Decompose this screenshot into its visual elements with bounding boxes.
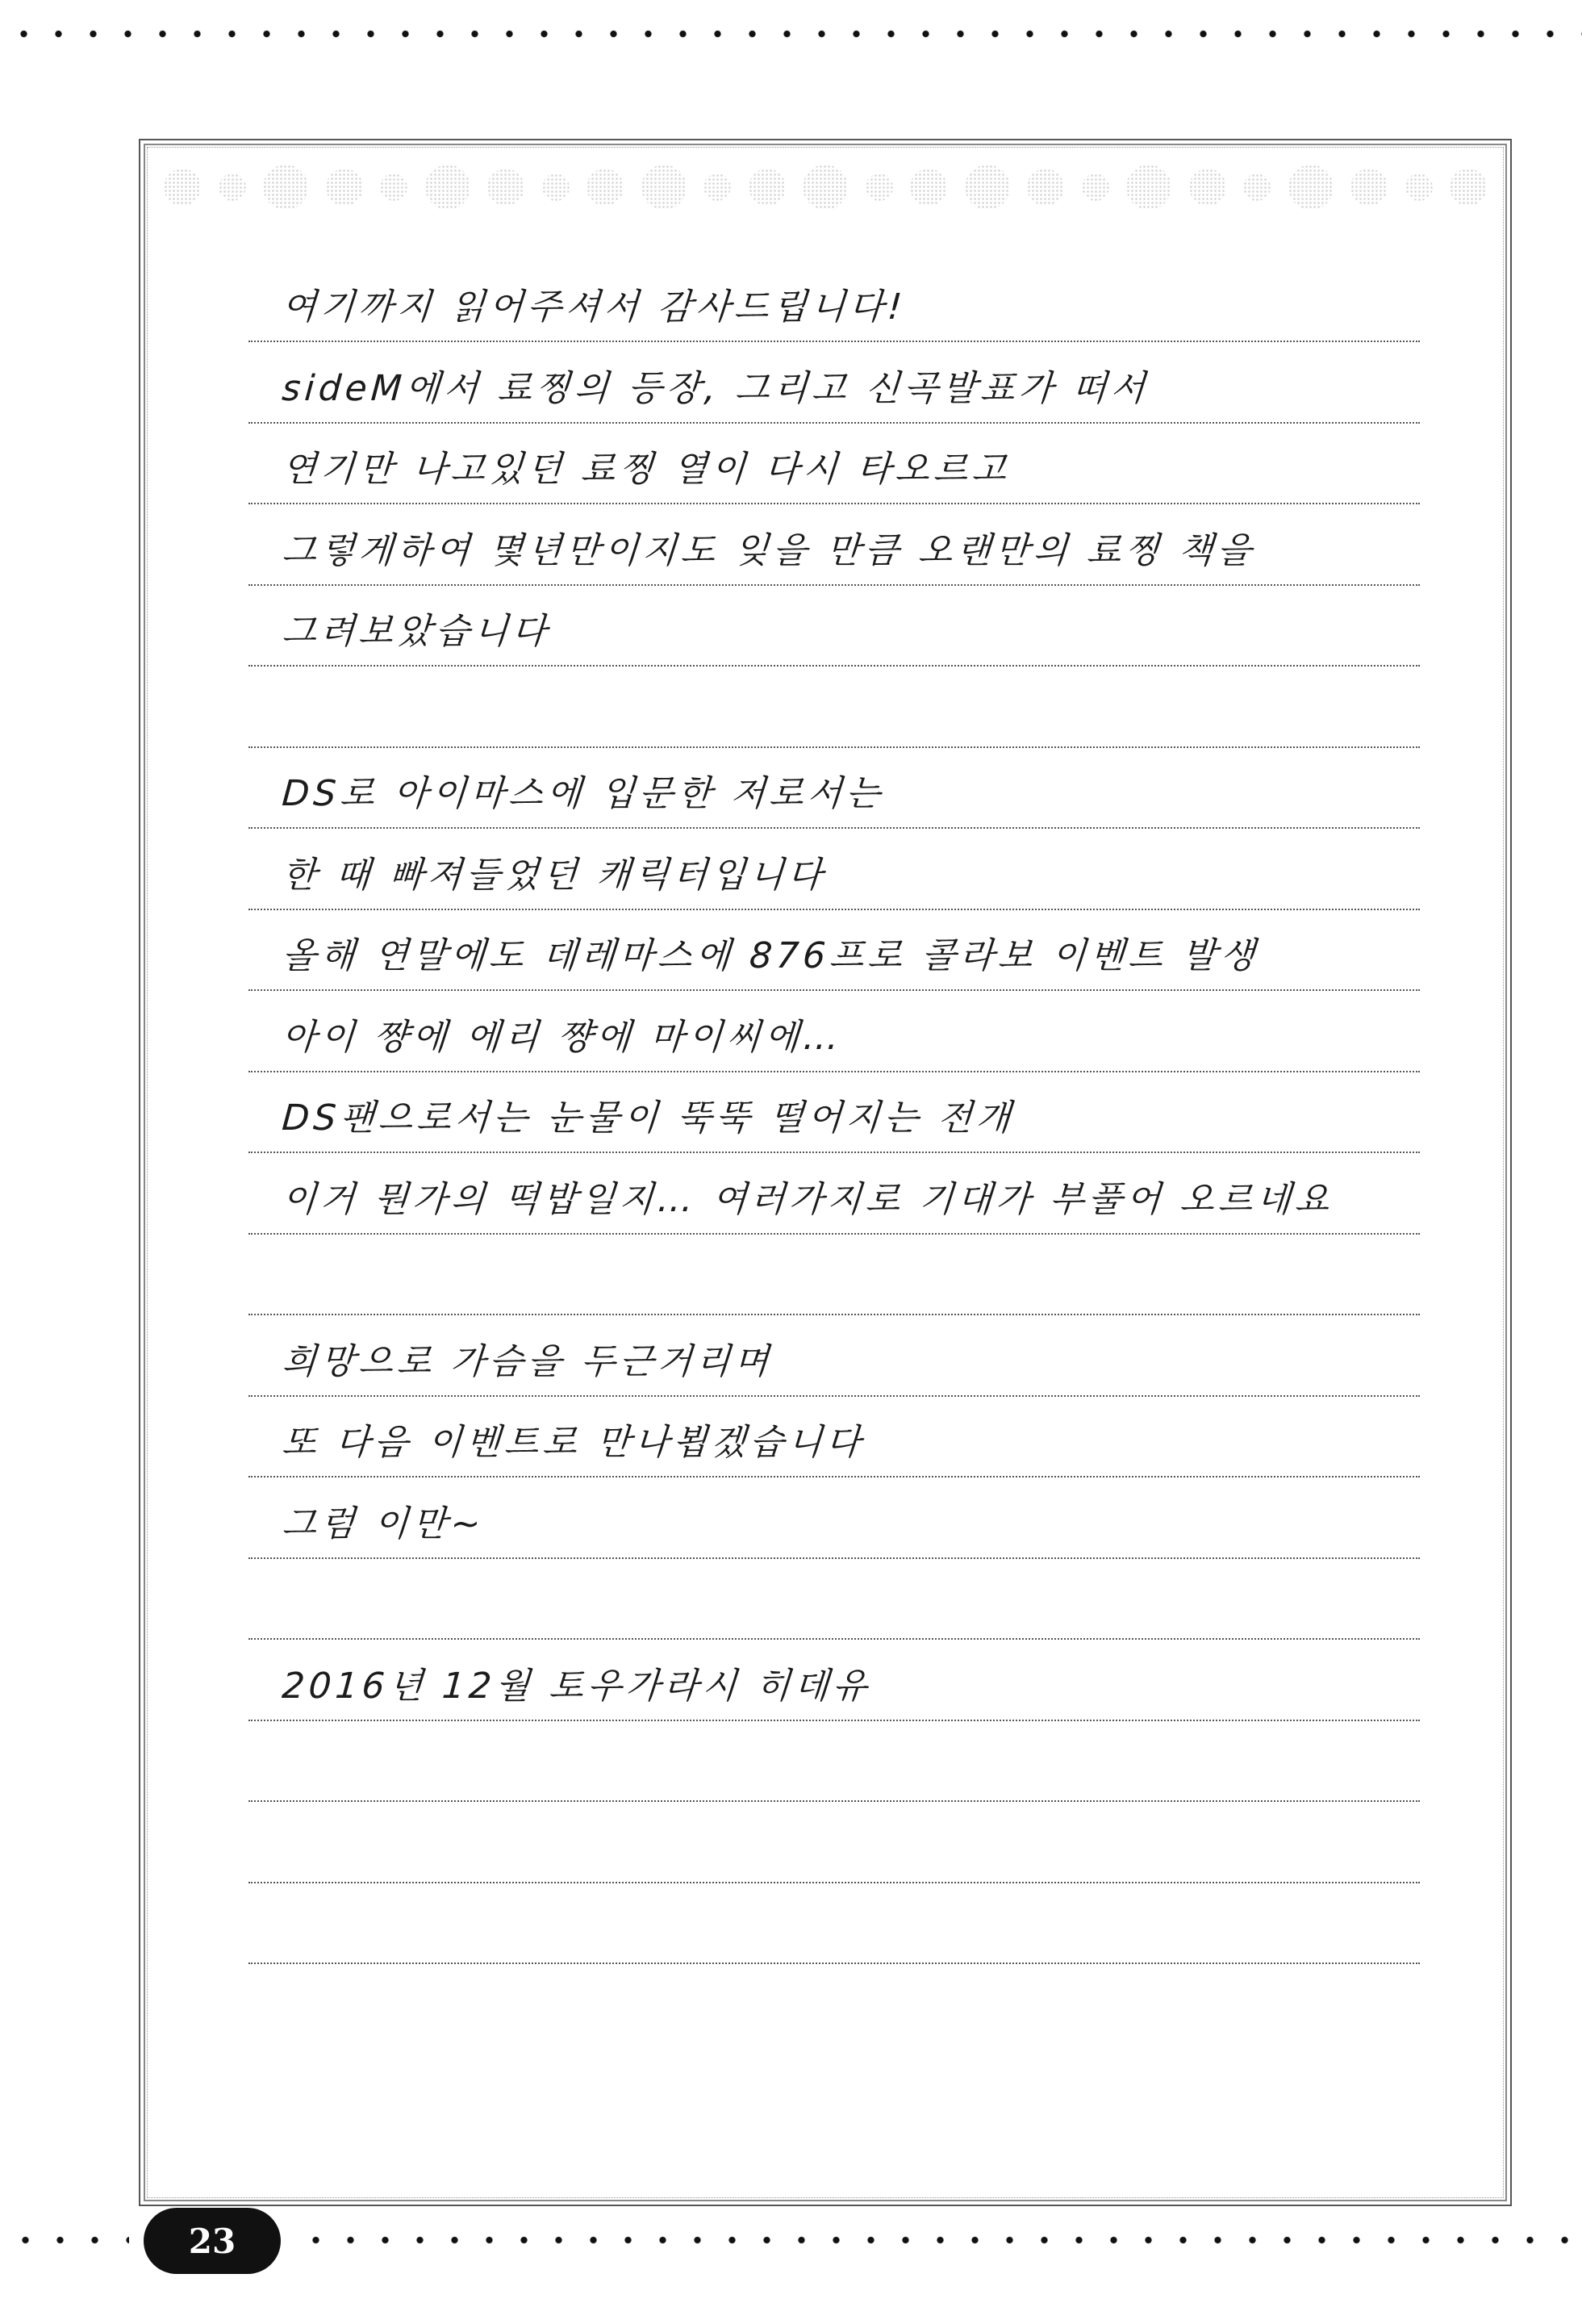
ruled-line xyxy=(248,1801,1420,1883)
page-number-badge xyxy=(144,2208,281,2274)
bottom-dot-border-right xyxy=(298,2235,1582,2245)
handwritten-text: sideM에서 료찡의 등장, 그리고 신곡발표가 떠서 xyxy=(280,367,1151,409)
ruled-line xyxy=(248,666,1420,748)
ruled-line xyxy=(248,990,1420,1072)
handwritten-text: DS로 아이마스에 입문한 저로서는 xyxy=(280,773,886,814)
bottom-dot-border-left xyxy=(8,2235,129,2245)
handwritten-text: 2016년 12월 토우가라시 히데유 xyxy=(280,1665,873,1707)
handwritten-text: 희망으로 가슴을 두근거리며 xyxy=(280,1340,774,1382)
handwritten-text: 올해 연말에도 데레마스에 876프로 콜라보 이벤트 발생 xyxy=(280,935,1260,976)
ruled-line xyxy=(248,1882,1420,1964)
ruled-line xyxy=(248,1071,1420,1153)
handwritten-text: 그럼 이만~ xyxy=(280,1503,486,1544)
handwritten-text: 연기만 나고있던 료찡 열이 다시 타오르고 xyxy=(280,449,1012,490)
ruled-line xyxy=(248,260,1420,342)
page-number: 23 xyxy=(188,2221,236,2261)
handwritten-text: 이거 뭔가의 떡밥일지… 여러가지로 기대가 부풀어 오르네요 xyxy=(280,1178,1335,1220)
handwritten-text: DS팬으로서는 눈물이 뚝뚝 떨어지는 전개 xyxy=(280,1097,1016,1139)
ruled-line xyxy=(248,341,1420,424)
handwritten-text: 아이 쨩에 에리 쨩에 마이씨에… xyxy=(280,1016,845,1058)
ruled-line xyxy=(248,1720,1420,1802)
ruled-line xyxy=(248,1557,1420,1640)
ruled-line xyxy=(248,746,1420,829)
ruled-line xyxy=(248,1639,1420,1721)
ruled-line xyxy=(248,1395,1420,1478)
ruled-line xyxy=(248,1315,1420,1397)
ruled-line xyxy=(248,828,1420,910)
ruled-line xyxy=(248,504,1420,586)
ruled-line xyxy=(248,1152,1420,1235)
handwritten-text: 또 다음 이벤트로 만나뵙겠습니다 xyxy=(280,1422,866,1463)
ruled-line xyxy=(248,909,1420,991)
handwritten-text: 그려보았습니다 xyxy=(280,611,552,652)
ruled-line xyxy=(248,1233,1420,1315)
ruled-line xyxy=(248,422,1420,504)
handwritten-text: 그렇게하여 몇년만이지도 잊을 만큼 오랜만의 료찡 책을 xyxy=(280,529,1257,571)
handwritten-text: 한 때 빠져들었던 캐릭터입니다 xyxy=(280,854,828,896)
handwritten-text: 여기까지 읽어주셔서 감사드립니다! xyxy=(280,286,908,328)
ruled-line xyxy=(248,584,1420,667)
ruled-line xyxy=(248,1477,1420,1559)
